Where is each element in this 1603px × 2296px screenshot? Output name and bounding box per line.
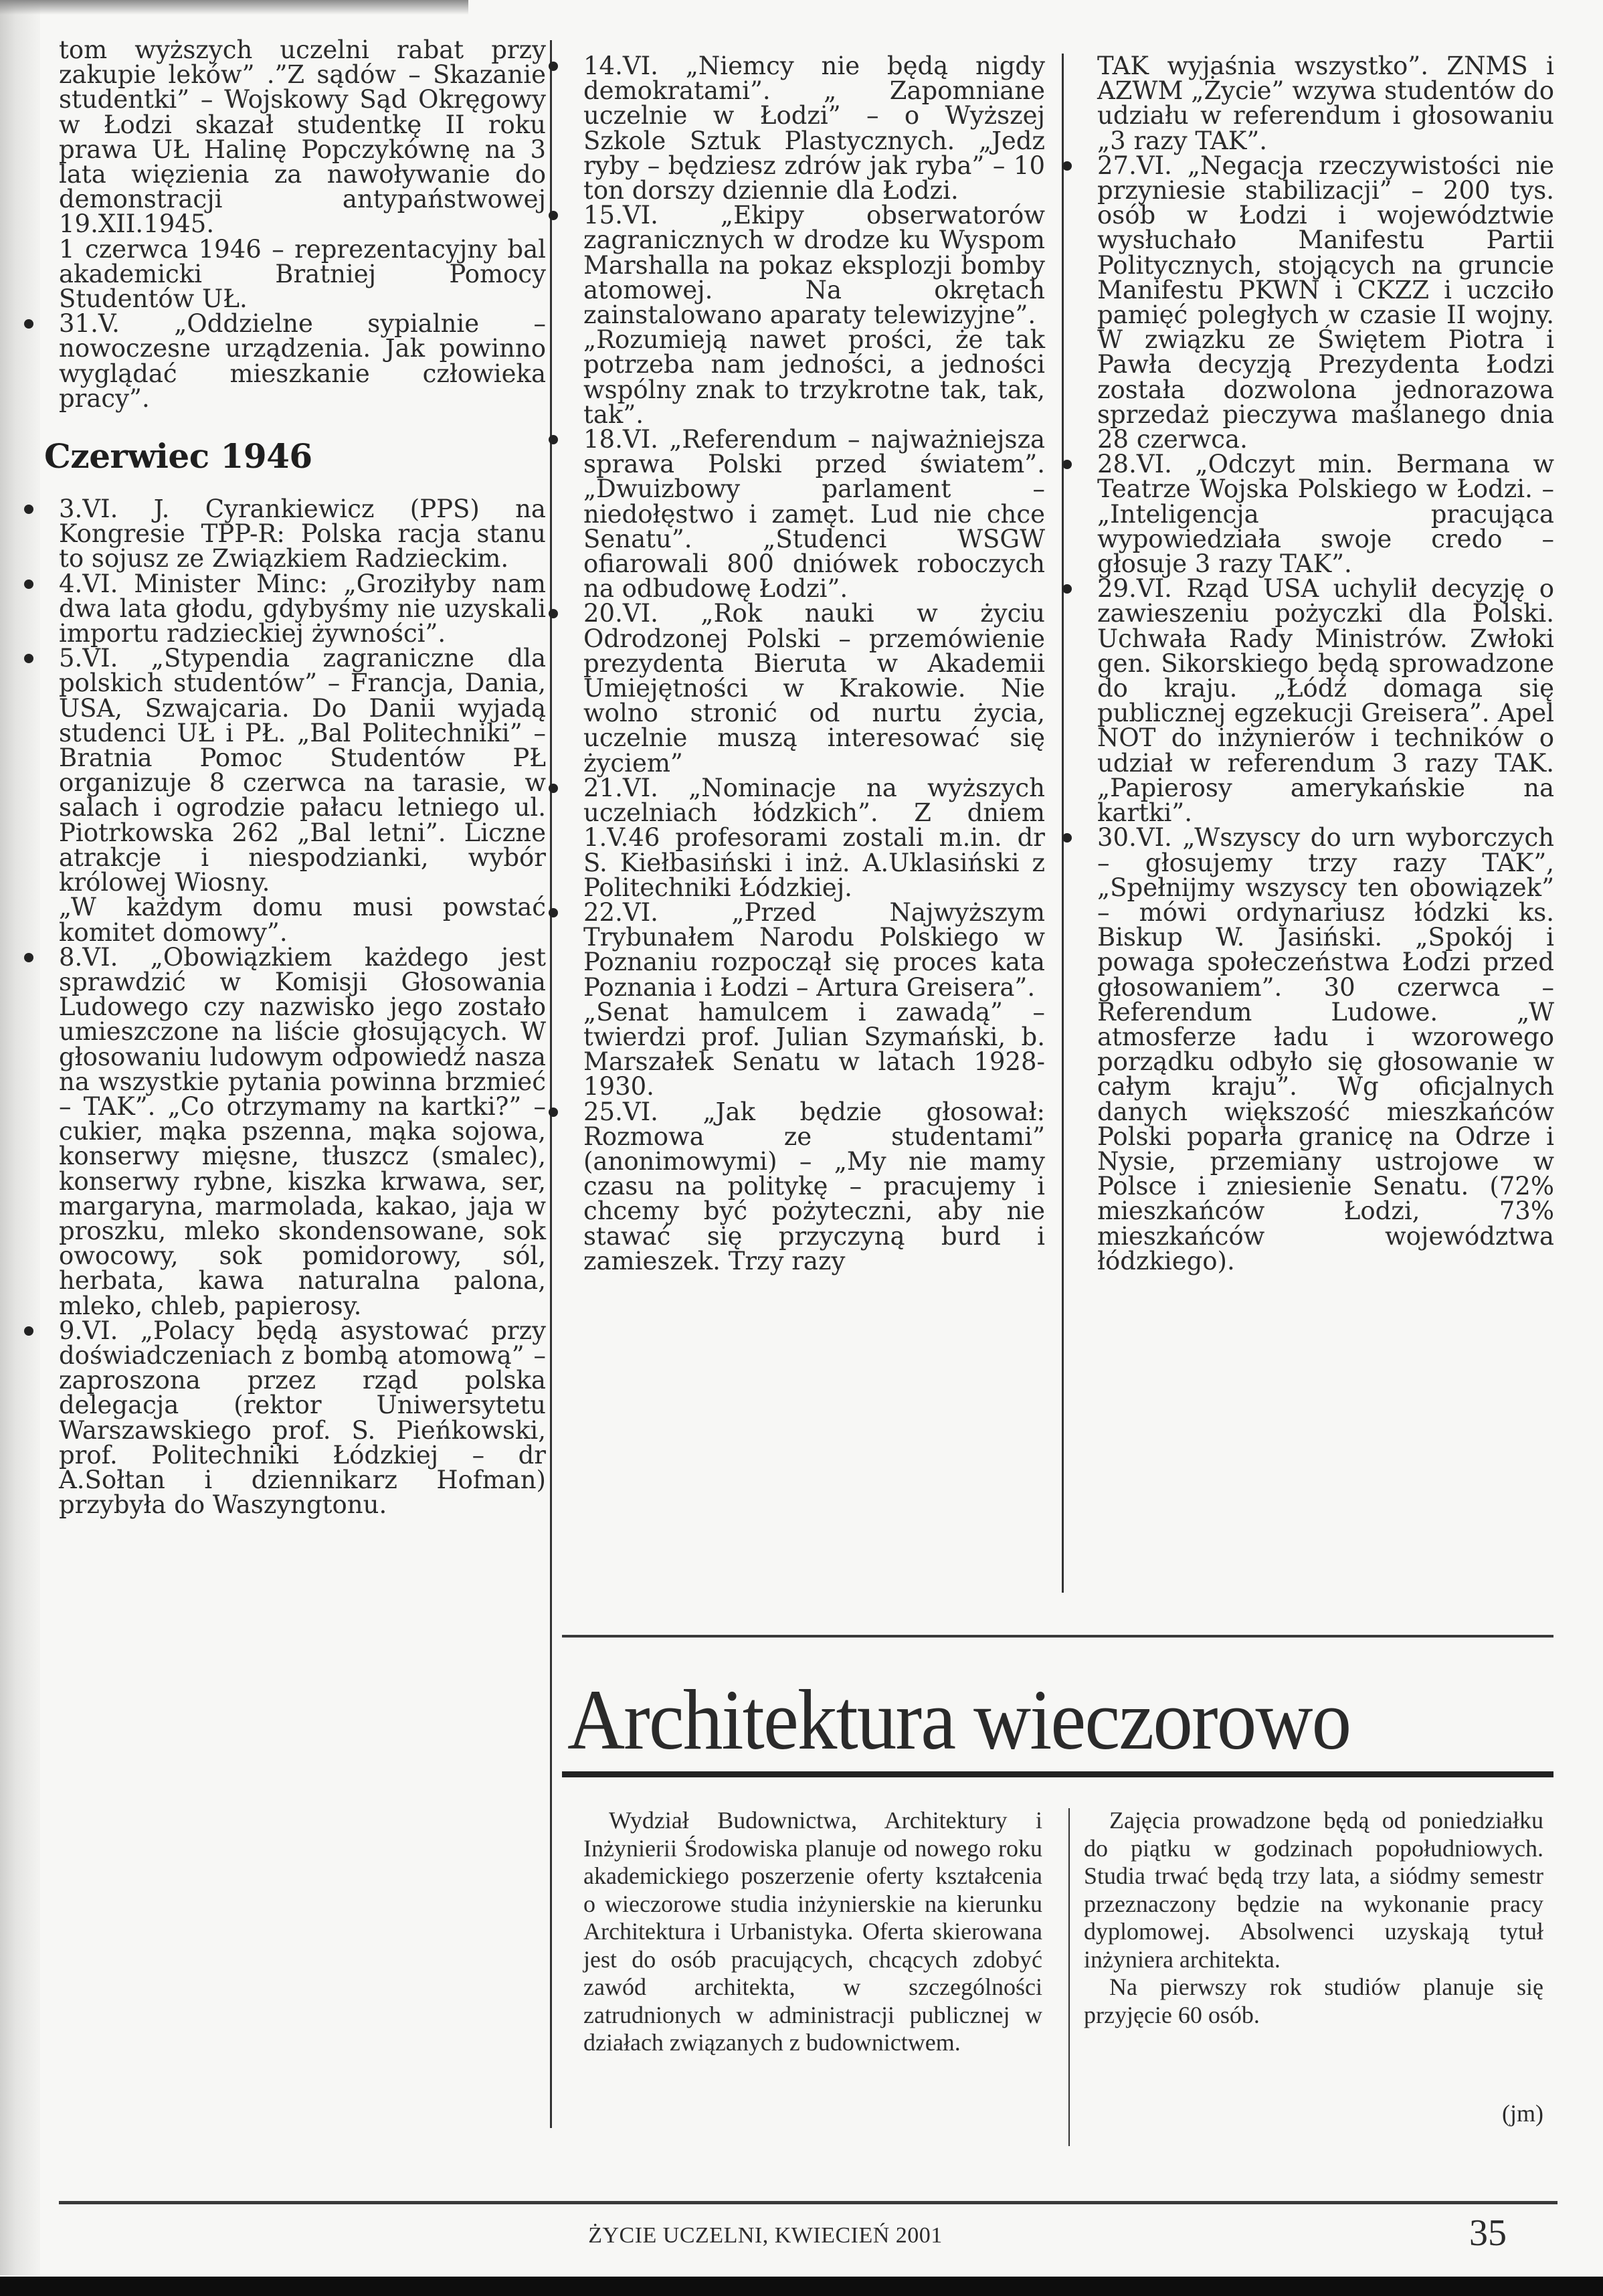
chronicle-entry [1097,825,1554,1273]
chronicle-entry [583,599,1045,778]
entry-continuation: „Rozumieją nawet prości, że tak potrzeba nam jedności, a jedności wspólny znak to trzykrotne tak, tak, tak”. [583,325,1045,429]
entry-text: 18.VI. „Referendum – najważniejsza sprawa Polski przed światem”. „Dwuizbowy parlament – niedołęstwo i zamęt. Lud nie chce Senatu”. „Studenci WSGW ofiarowali 800 dniówek roboczych na odbudowę Łodzi”. [583,425,1045,604]
entry-text: 30.VI. „Wszyscy do urn wyborczych – głosujemy trzy razy TAK”, „Spełnijmy wszyscy ten obowiązek” – mówi ordynariusz łódzki ks. Biskup W. Jasiński. „Spokój i powaga społeczeństwa Łodzi przed głosowaniem”. 30 czerwca – Referendum Ludowe. „W atmosferze ładu i wzorowego porządku odbyło się głosowanie w całym kraju”. Wg oficjalnych danych większość mieszkańców Polski poparła granicę na Odrze i Nysie, przemiany ustrojowe w Polsce i zniesienie Senatu. (72% mieszkańców Łodzi, 73% mieszkańców województwa łódzkiego). [1097,823,1554,1275]
chronicle-entry [59,571,546,646]
chronicle-entry [1097,153,1554,452]
entry-text: 27.VI. „Negacja rzeczywistości nie przyniesie stabilizacji” – 200 tys. osób w Łodzi i województwie wysłuchało Manifestu Partii Politycznych, stojących na gruncie Manifestu PKWN i CKZZ i uczciło pamięć poległych w czasie II wojny. W związku ze Świętem Piotra i Pawła decyzją Prezydenta Łodzi została dozwolona jednorazowa sprzedaż pieczywa maślanego dnia 28 czerwca. [1097,151,1554,454]
scan-top-shadow [0,0,468,15]
chronicle-entry [583,897,1045,1101]
footer-rule [59,2201,1558,2204]
bullet-icon [24,505,33,514]
bullet-icon [1062,584,1072,594]
column1-intro-text: tom wyższych uczelni rabat przy zakupie leków” .”Z sądów – Skazanie studentki” – Wojskowy Sąd Okręgowy w Łodzi skazał studentkę II roku prawa UŁ Halinę Popczykównę na 3 lata więzienia za nawoływanie do demonstracji antypaństwowej 19.XII.1945. [59,35,546,239]
article-column-2 [1084,1807,1543,2128]
entry-text: 21.VI. „Nominacje na wyższych uczelniach łódzkich”. Z dniem 1.V.46 profesorami zostali m.in. dr S. Kiełbasiński i inż. A.Uklasiński z Politechniki Łódzkiej. [583,773,1045,902]
column-divider [1062,54,1064,1593]
chronicle-entry [583,203,1045,427]
chronicle-entry [1097,450,1554,579]
article-top-rule [562,1635,1553,1638]
chronicle-entry [1097,574,1554,828]
chronicle-entry [583,425,1045,604]
entry-continuation: „Senat hamulcem i zawadą” – twierdzi prof. Julian Szymański, b. Marszałek Senatu w latach 1928-1930. [583,997,1045,1101]
bullet-icon [549,62,558,71]
entry-text: 31.V. „Oddzielne sypialnie – nowoczesne urządzenia. Jak powinno wyglądać mieszkanie człowieka pracy”. [59,309,546,413]
scan-bottom-edge [0,2277,1603,2296]
entry-text: 25.VI. „Jak będzie głosował: Rozmowa ze studentami” (anonimowymi) – „My nie mamy czasu na politykę – pracujemy i chcemy być pożyteczni, aby nie stawać się przyczyną burd i zamieszek. Trzy razy [583,1097,1045,1275]
column-divider [550,40,552,2128]
chronicle-entry [583,1099,1045,1273]
publication-footer: ŻYCIE UCZELNI, KWIECIEŃ 2001 [588,2223,943,2248]
entry-text: 3.VI. J. Cyrankiewicz (PPS) na Kongresie TPP-R: Polska racja stanu to sojusz ze Związkiem Radzieckim. [59,495,546,573]
bullet-icon [1062,833,1072,843]
bullet-icon [549,609,558,618]
entry-text: 8.VI. „Obowiązkiem każdego jest sprawdzić w Komisji Głosowania Ludowego czy nazwisko jego zostało umieszczone na liście głosujących. W głosowaniu ludowym odpowiedź nasza na wszystkie pytania powinna brzmieć – TAK”. „Co otrzymamy na kartki?” – cukier, mąka pszenna, mąka sojowa, konserwy mięsne, tłuszcz (smalec), konserwy rybne, kiszka krwawa, ser, margaryna, marmolada, kakao, jaja w proszku, mleko skondensowane, sok owocowy, sok pomidorowy, sól, herbata, kawa naturalna palona, mleko, chleb, papierosy. [59,942,546,1320]
bullet-icon [24,580,33,589]
column3-lead-text: TAK wyjaśnia wszystko”. ZNMS i AZWM „Życie” wzywa studentów do udziału w referendum i głosowaniu „3 razy TAK”. [1097,52,1554,155]
bullet-icon [549,435,558,444]
bullet-icon [549,211,558,220]
entry-text: 9.VI. „Polacy będą asystować przy doświadczeniach z bombą atomową” – zaproszona przez rząd polska delegacja (rektor Uniwersytetu Warszawskiego prof. S. Pieńkowski, prof. Politechniki Łódzkiej – dr A.Sołtan i dziennikarz Hofman) przybyła do Waszyngtonu. [59,1316,546,1520]
headline-underline-rule [562,1771,1553,1777]
article-headline: Architektura wieczorowo [567,1672,1351,1767]
chronicle-entry [583,54,1045,203]
entry-text: 5.VI. „Stypendia zagraniczne dla polskich studentów” – Francja, Dania, USA, Szwajcaria. Do Danii wyjadą studenci UŁ i PŁ. „Bal Politechniki” – Bratnia Pomoc Studentów PŁ organizuje 8 czerwca na tarasie, w salach i ogrodzie pałacu letniego ul. Piotrkowska 262 „Bal letni”. Liczne atrakcje i niespodzianki, wybór królowej Wiosny. [59,644,546,897]
entry-text: 22.VI. „Przed Najwyższym Trybunałem Narodu Polskiego w Poznaniu rozpoczął się proces kata Poznania i Łodzi – Artura Greisera”. [583,897,1045,1002]
author-signature: (jm) [1502,2100,1543,2127]
chronicle-column-2 [583,54,1045,1273]
page-number: 35 [1469,2212,1507,2254]
column1-intro-ball: 1 czerwca 1946 – reprezentacyjny bal akademicki Bratniej Pomocy Studentów UŁ. [59,234,546,314]
bullet-icon [24,1326,33,1336]
section-heading: Czerwiec 1946 [44,436,312,476]
bullet-icon [24,953,33,962]
bullet-icon [1062,460,1072,469]
bullet-icon [549,1108,558,1117]
chronicle-entry [59,1318,546,1518]
bullet-icon [549,784,558,793]
page-gutter-shadow [0,0,40,2275]
bullet-icon [549,908,558,917]
chronicle-entry [59,497,546,571]
entry-text: 20.VI. „Rok nauki w życiu Odrodzonej Polski – przemówienie prezydenta Bieruta w Akademii Umiejętności w Krakowie. Nie wolno stronić od nurtu życia, uczelnie muszą interesować się życiem” [583,599,1045,778]
chronicle-entry [59,942,546,1320]
article-paragraph: Zajęcia prowadzone będą od poniedziałku do piątku w godzinach popołudniowych. Studia trwać będą trzy lata, a siódmy semestr przeznaczony będzie na wykonanie pracy dyplomowej. Absolwenci uzyskają tytuł inżyniera architekta. [1084,1807,1543,1973]
chronicle-entry [59,644,546,947]
bullet-icon [1062,161,1072,171]
entry-continuation: „W każdym domu musi powstać komitet domowy”. [59,893,546,947]
chronicle-entry [59,311,546,411]
article-paragraph: Na pierwszy rok studiów planuje się przyjęcie 60 osób. [1084,1973,1543,2028]
chronicle-column-1 [44,35,546,1520]
entry-text: 15.VI. „Ekipy obserwatorów zagranicznych w drodze ku Wyspom Marshalla na pokaz eksplozji bomby atomowej. Na okrętach zainstalowano aparaty telewizyjne”. [583,201,1045,330]
entry-text: 29.VI. Rząd USA uchylił decyzję o zawieszeniu pożyczki dla Polski. Uchwała Rady Ministrów. Zwłoki gen. Sikorskiego będą sprowadzone do kraju. „Łódź domaga się publicznej egzekucji Greisera”. Apel NOT do inżynierów i techników o udział w referendum 3 razy TAK. „Papierosy amerykańskie na kartki”. [1097,574,1554,828]
chronicle-entry [583,773,1045,902]
entry-text: 28.VI. „Odczyt min. Bermana w Teatrze Wojska Polskiego w Łodzi. – „Inteligencja pracująca wypowiedziała swoje credo – głosuje 3 razy TAK”. [1097,450,1554,579]
article-column-1 [583,1807,1042,2057]
chronicle-column-3 [1097,54,1554,1273]
entry-text: 14.VI. „Niemcy nie będą nigdy demokratami”. „ Zapomniane uczelnie w Łodzi” – o Wyższej Szkole Sztuk Plastycznych. „Jedz ryby – będziesz zdrów jak ryba” – 10 ton dorszy dziennie dla Łodzi. [583,52,1045,205]
article-paragraph: Wydział Budownictwa, Architektury i Inżynierii Środowiska planuje od nowego roku akademickiego poszerzenie oferty kształcenia o wieczorowe studia inżynierskie na kierunku Architektura i Urbanistyka. Oferta skierowana jest do osób pracujących, chcących zdobyć zawód architekta, w szczególności zatrudnionych w administracji publicznej w działach związanych z budownictwem. [583,1807,1042,2056]
entry-text: 4.VI. Minister Minc: „Groziłyby nam dwa lata głodu, gdybyśmy nie uzyskali importu radzieckiej żywności”. [59,569,546,648]
article-column-divider [1068,1808,1070,2146]
